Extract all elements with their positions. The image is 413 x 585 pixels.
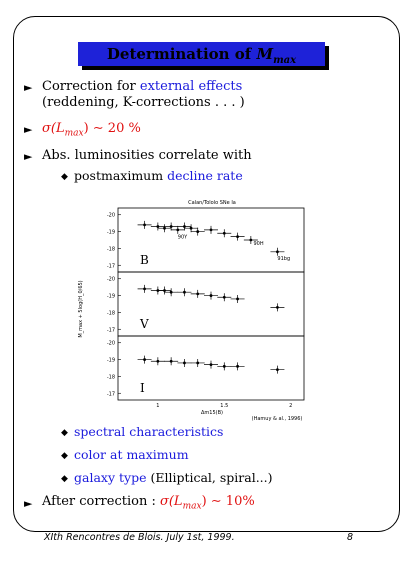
- bullet-highlight: external effects: [139, 79, 243, 94]
- chart-credit: (Hamuy & al., 1996): [251, 416, 303, 422]
- data-point: [196, 362, 199, 365]
- title-sub: max: [273, 55, 297, 66]
- sub-bullet-spectral: spectral characteristics: [74, 424, 224, 439]
- diamond-icon: ◆: [61, 451, 68, 461]
- data-point: [210, 294, 213, 297]
- y-tick-label: -17: [106, 391, 115, 398]
- diamond-icon: ◆: [61, 428, 68, 438]
- arrow-icon: ►: [24, 150, 33, 163]
- bullet-sigma: [42, 121, 141, 142]
- bullet-external-effects: [42, 79, 245, 111]
- data-point: [183, 225, 186, 228]
- y-tick-label: -18: [106, 310, 115, 317]
- final-sub: max: [182, 501, 202, 512]
- y-tick-label: -17: [106, 263, 115, 270]
- sub-highlight: decline rate: [167, 168, 243, 183]
- page-number: 8: [347, 532, 354, 543]
- data-point: [183, 362, 186, 365]
- y-tick-label: -18: [106, 246, 115, 253]
- data-point: [163, 289, 166, 292]
- data-point: [170, 225, 173, 228]
- final-sigma: σ(L: [159, 494, 183, 509]
- y-tick-label: -19: [106, 357, 115, 364]
- sub-text: postmaximum: [74, 168, 168, 183]
- chart: [78, 196, 316, 422]
- data-point: [223, 296, 226, 299]
- data-point: [143, 287, 146, 290]
- y-tick-label: -18: [106, 374, 115, 381]
- sub-text: (Elliptical, spiral...): [146, 470, 273, 485]
- data-point: [249, 239, 252, 242]
- diamond-icon: ◆: [61, 474, 68, 484]
- sub-bullet-decline: [74, 168, 243, 183]
- data-point: [236, 365, 239, 368]
- y-tick-label: -19: [106, 229, 115, 236]
- data-point: [223, 232, 226, 235]
- data-point: [156, 360, 159, 363]
- final-text: After correction :: [42, 494, 160, 509]
- y-tick-label: -20: [106, 340, 115, 347]
- data-point: [156, 225, 159, 228]
- chart-title: Calan/Tololo SNe Ia: [188, 200, 236, 206]
- x-tick-label: 2: [289, 403, 293, 409]
- title-prefix: Determination of: [106, 45, 257, 63]
- final-rest: ) ∼ 10%: [201, 494, 255, 509]
- panel-band-label: V: [140, 317, 149, 331]
- data-point: [236, 298, 239, 301]
- data-point: [170, 360, 173, 363]
- data-point: [276, 250, 279, 253]
- point-annotation: 90Y: [177, 234, 188, 241]
- point-annotation: 91bg: [277, 256, 291, 263]
- data-point: [170, 291, 173, 294]
- data-point: [143, 223, 146, 226]
- sub-highlight: galaxy type: [74, 470, 147, 485]
- x-tick-label: 1.5: [220, 403, 229, 409]
- data-point: [190, 227, 193, 230]
- sigma-sub: max: [64, 128, 84, 139]
- data-point: [143, 358, 146, 361]
- arrow-icon: ►: [24, 81, 33, 94]
- data-point: [276, 368, 279, 371]
- chart-ylabel: M_max + 5log(H_0/65): [78, 280, 84, 338]
- sigma-rest: ) ∼ 20 %: [83, 121, 141, 136]
- y-tick-label: -17: [106, 327, 115, 334]
- sub-bullet-galaxy: [74, 470, 273, 485]
- data-point: [183, 291, 186, 294]
- diamond-icon: ◆: [61, 172, 68, 182]
- data-point: [210, 363, 213, 366]
- data-point: [223, 365, 226, 368]
- data-point: [276, 306, 279, 309]
- y-tick-label: -20: [106, 276, 115, 283]
- x-tick-label: 1: [156, 403, 160, 409]
- y-tick-label: -19: [106, 293, 115, 300]
- data-point: [176, 228, 179, 231]
- slide-title: [78, 42, 325, 66]
- bullet-text-line2: (reddening, K-corrections . . . ): [42, 95, 245, 110]
- panel-band-label: I: [140, 381, 145, 395]
- sigma-text: σ(L: [42, 121, 65, 136]
- y-tick-label: -20: [106, 212, 115, 219]
- bullet-abs-lum: Abs. luminosities correlate with: [42, 148, 252, 163]
- point-annotation: 90H: [253, 241, 264, 248]
- data-point: [236, 235, 239, 238]
- bullet-text: Correction for: [42, 79, 140, 94]
- arrow-icon: ►: [24, 123, 33, 136]
- data-point: [210, 228, 213, 231]
- panel-band-label: B: [140, 253, 149, 267]
- footer-left: XIth Rencontres de Blois. July 1st, 1999.: [44, 532, 235, 543]
- data-point: [196, 292, 199, 295]
- bullet-after-correction: [42, 494, 255, 515]
- chart-xlabel: Δm15(B): [201, 410, 223, 416]
- sub-bullet-color: color at maximum: [74, 447, 189, 462]
- title-var: M: [256, 45, 274, 63]
- data-point: [163, 227, 166, 230]
- data-point: [196, 230, 199, 233]
- arrow-icon: ►: [24, 497, 33, 510]
